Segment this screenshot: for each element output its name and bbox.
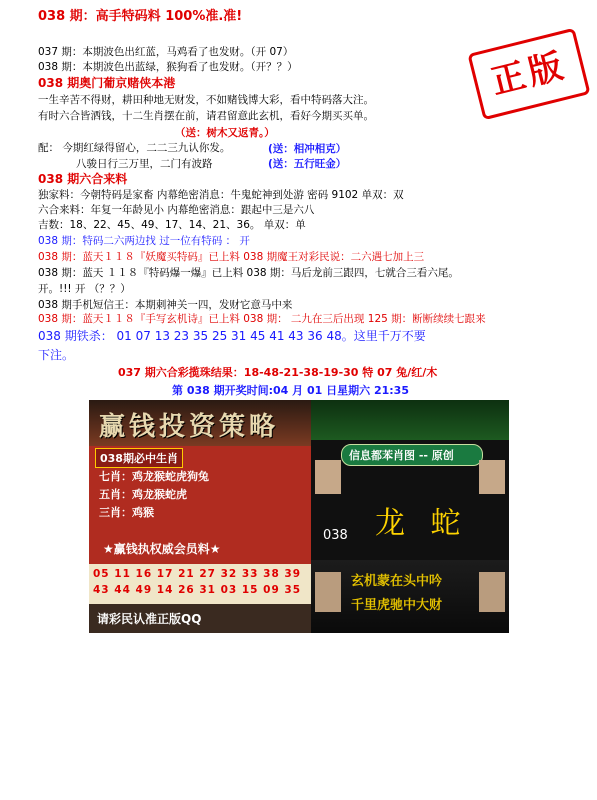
panel-tag: 038期必中生肖 — [95, 448, 183, 468]
text-line: 038 期：蓝天１１８『妖魔买特码』已上料 038 期魔王对彩民说：二六遇七加上三 — [38, 251, 425, 263]
text-line: 六合来料：年复一年龄见小 内幕绝密消息：跟起中三是六八 — [38, 204, 315, 216]
text-line: 038 期：本期波色出蓝绿，猴狗看了也发财。（开？？） — [38, 61, 298, 73]
text-line: 038 期：特码二六两边找 过一位有特码 ： 开 — [38, 235, 250, 247]
draw-result: 037 期六合彩揽珠结果：18-48-21-38-19-30 特 07 兔/红/木 — [118, 366, 438, 379]
panel-caption: 千里虎驰中大财 — [351, 598, 443, 613]
text-line: 吉数：18、22、45、49、17、14、21、36。 单双：单 — [38, 219, 306, 231]
authentic-stamp: 正版 — [467, 28, 590, 121]
poem-line: 一生辛苦不得财，耕田种地无财发，不如赌钱博大彩，看中特码落大注。 — [38, 94, 374, 106]
number-row: 05 11 16 17 21 27 32 33 38 39 — [93, 568, 302, 580]
panel-caption: 玄机蒙在头中吟 — [351, 574, 443, 589]
text-line: 038 期：蓝天 １１８『特码爆一爆』已上料 038 期：马后龙前三跟四，七就合三看六尾。 — [38, 267, 459, 279]
panel-issue: 038 — [323, 528, 348, 543]
section-heading: 038 期六合来料 — [38, 172, 128, 186]
hint-text: (送：相冲相克） — [268, 143, 347, 155]
member-label: ★赢钱执权威会员料★ — [103, 542, 221, 556]
zodiac-row: 三肖：鸡猴 — [99, 506, 154, 519]
zodiac-image — [311, 400, 509, 633]
hint-text: (送：五行旺金） — [268, 158, 347, 170]
text-line: 038 期手机短信王：本期刺神关一四，发财它意马中来 — [38, 299, 293, 311]
kill-numbers-tail: 下注。 — [38, 348, 75, 362]
text-line: 配： 今期红绿得留心，二二三九认你发。 — [38, 142, 231, 154]
text-line: 037 期：本期波色出红蓝，马鸡看了也发财。（开 07） — [38, 46, 294, 58]
page-title: 038 期：高手特码料 100%准.准! — [38, 9, 243, 24]
text-line: 开。!!! 开 （？？） — [38, 283, 131, 295]
panel-banner: 信息都苯肖图 -- 原创 — [349, 449, 454, 462]
text-line: 八骏日行三万里，二门有波路 — [76, 158, 213, 170]
draw-time: 第 038 期开奖时间:04 月 01 日星期六 21:35 — [172, 384, 409, 397]
zodiac-row: 五肖：鸡龙猴蛇虎 — [99, 488, 187, 501]
kill-numbers: 038 期铁杀： 01 07 13 23 35 25 31 45 41 43 36 48。这里千万不要 — [38, 329, 426, 343]
number-row: 43 44 49 14 26 31 03 15 09 35 — [93, 584, 302, 596]
panel-title: 赢钱投资策略 — [99, 412, 280, 442]
poem-credit: （送：树木又返青。） — [175, 127, 275, 139]
text-line: 038 期：蓝天１１８『手写玄机诗』已上料 038 期： 二九在三后出现 125 期：断断续续七跟来 — [38, 313, 486, 325]
zodiac-row: 七肖：鸡龙猴蛇虎狗兔 — [99, 470, 209, 483]
section-heading: 038 期奥门葡京赌侠本港 — [38, 76, 176, 90]
text-line: 独家料：今朝特码是家畜 内幕绝密消息：牛鬼蛇神到处游 密码 9102 单双：双 — [38, 189, 404, 201]
panel-footer: 请彩民认准正版QQ — [97, 612, 202, 626]
zodiac-pick: 龙 蛇 — [375, 506, 469, 541]
poem-line: 有时六合皆洒钱，十二生肖摆在前，请君留意此玄机，看好今期买买单。 — [38, 110, 374, 122]
strategy-image — [89, 400, 311, 633]
